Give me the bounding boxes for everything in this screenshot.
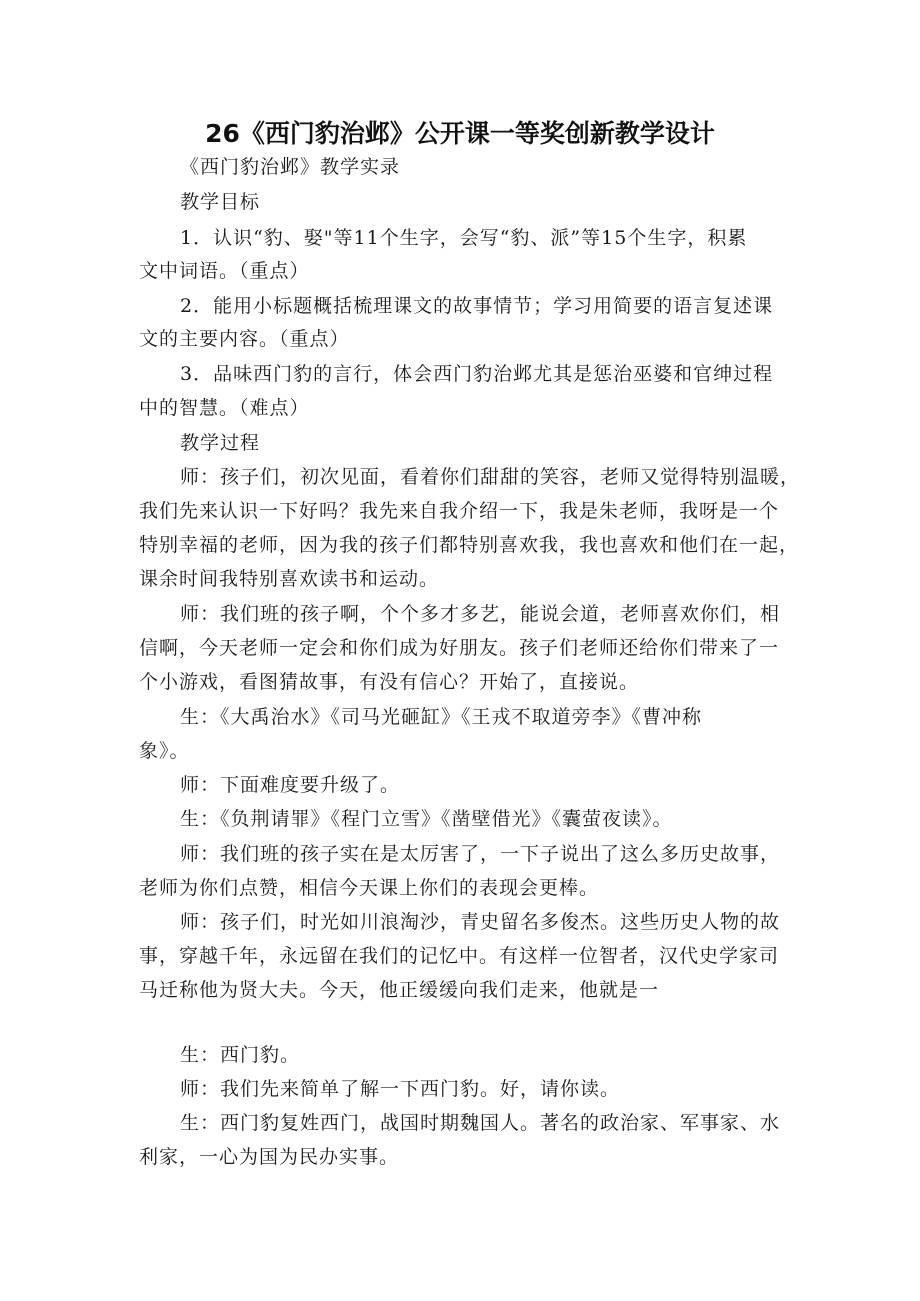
paragraph-line: 课余时间我特别喜欢读书和运动。: [139, 568, 440, 590]
paragraph-line: 马迁称他为贤大夫。今天，他正缓缓向我们走来，他就是一: [139, 979, 660, 1001]
paragraph-line: 生：西门豹复姓西门，战国时期魏国人。著名的政治家、军事家、水: [180, 1112, 781, 1134]
paragraph-line: 我们先来认识一下好吗？我先来自我介绍一下，我是朱老师，我呀是一个: [139, 500, 780, 522]
paragraph-line: 师：我们班的孩子啊，个个多才多艺，能说会道，老师喜欢你们，相: [180, 603, 781, 625]
paragraph-line: 利家，一心为国为民办实事。: [139, 1146, 400, 1168]
paragraph-line: 老师为你们点赞，相信今天课上你们的表现会更棒。: [139, 877, 600, 899]
paragraph-line: 师：孩子们，时光如川浪淘沙，青史留名多俊杰。这些历史人物的故: [180, 911, 781, 933]
paragraph-line: 3．品味西门豹的言行，体会西门豹治邺尤其是惩治巫婆和官绅过程: [180, 363, 774, 385]
section-heading: 教学过程: [180, 432, 261, 454]
paragraph-line: 师：孩子们，初次见面，看着你们甜甜的笑容，老师又觉得特别温暖，: [180, 466, 801, 488]
paragraph-line: 师：下面难度要升级了。: [180, 774, 401, 796]
paragraph-line: 信啊，今天老师一定会和你们成为好朋友。孩子们老师还给你们带来了一: [139, 637, 780, 659]
paragraph-line: 事，穿越千年，永远留在我们的记忆中。有这样一位智者，汉代史学家司: [139, 945, 780, 967]
paragraph-line: 文中词语。（重点）: [139, 260, 310, 282]
paragraph-line: 师：我们先来简单了解一下西门豹。好，请你读。: [180, 1078, 621, 1100]
paragraph-line: 中的智慧。（难点）: [139, 397, 310, 419]
section-heading: 教学目标: [180, 191, 261, 213]
paragraph-line: 特别幸福的老师，因为我的孩子们都特别喜欢我，我也喜欢和他们在一起，: [139, 534, 800, 556]
paragraph-line: 1．认识“豹、娶"等11个生字，会写“豹、派”等15个生字，积累: [180, 227, 748, 249]
paragraph-line: 生：西门豹。: [180, 1044, 301, 1066]
paragraph-line: 生：《大禹治水》《司马光砸缸》《王戎不取道旁李》《曹冲称: [180, 706, 703, 728]
subtitle: 《西门豹治邺》教学实录: [180, 156, 401, 178]
document-title: 26《西门豹治邺》公开课一等奖创新教学设计: [205, 119, 715, 148]
paragraph-line: 个小游戏，看图猜故事，有没有信心？开始了，直接说。: [139, 671, 640, 693]
paragraph-line: 生：《负荆请罪》《程门立雪》《凿壁借光》《囊萤夜读》。: [180, 808, 673, 830]
paragraph-line: 师：我们班的孩子实在是太厉害了，一下子说出了这么多历史故事，: [180, 843, 781, 865]
paragraph-line: 文的主要内容。（重点）: [139, 328, 350, 350]
paragraph-line: 2．能用小标题概括梳理课文的故事情节；学习用简要的语言复述课: [180, 295, 774, 317]
paragraph-line: 象》。: [139, 740, 190, 762]
